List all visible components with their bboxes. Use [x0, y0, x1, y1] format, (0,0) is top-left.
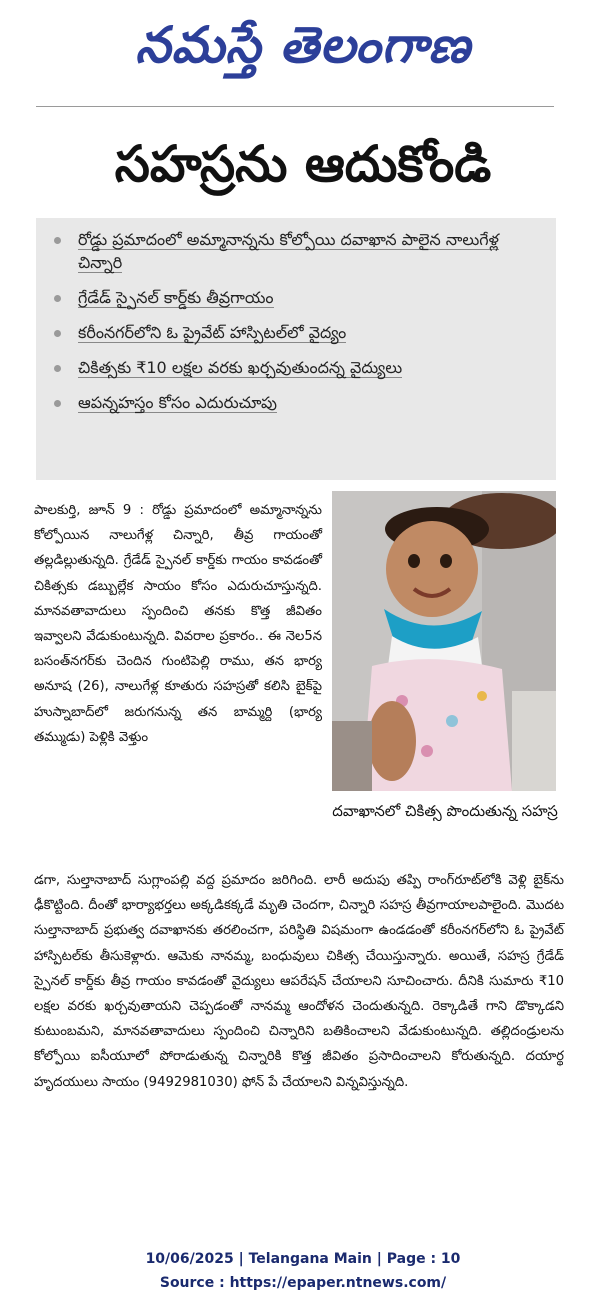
highlight-text: చికిత్సకు ₹10 లక్షల వరకు ఖర్చవుతుందన్న వైద్యులు	[78, 358, 403, 377]
footer-date-line: 10/06/2025 | Telangana Main | Page : 10	[145, 1251, 461, 1267]
photo-caption: దవాఖానలో చికిత్స పొందుతున్న సహస్ర	[332, 802, 558, 820]
highlight-point	[50, 321, 546, 344]
highlight-point	[50, 228, 546, 274]
child-photo	[332, 491, 556, 791]
page-footer	[0, 1247, 606, 1295]
highlight-text: కరీంనగర్‌లోని ఓ ప్రైవేట్ హాస్పిటల్‌లో వైద్యం	[78, 323, 347, 342]
footer-source-line: Source : https://epaper.ntnews.com/	[159, 1275, 447, 1291]
article-body-top: పాలకుర్తి, జూన్ 9 : రోడ్డు ప్రమాదంలో అమ్మానాన్నను కోల్పోయిన నాలుగేళ్ల చిన్నారి, తీవ్ర గాయంతో తల్లడిల్లుతున్నది. గ్రేడేడ్ స్పైనల్ కార్డ్‌కు గాయం కావడంతో చికిత్సకు డబ్బుల్లేక సాయం కోసం ఎదురుచూస్తున్నది. మానవతావాదులు స్పందించి తనకు కొత్త జీవితం ఇవ్వాలని వేడుకుంటున్నది. వివరాల ప్రకారం.. ఈ నెల5న బసంత్‌నగర్‌కు చెందిన గుంటిపెల్లి రాము, తన భార్య అనూష (26), నాలుగేళ్ల కూతురు సహస్రతో కలిసి బైక్‌పై హుస్నాబాద్‌లో జరుగనున్న తన బామ్మర్ది (భార్య తమ్ముడు) పెళ్లికి వెళ్తుం	[34, 503, 322, 745]
article-body-bottom: డగా, సుల్తానాబాద్ సుగ్లాంపల్లి వద్ద ప్రమాదం జరిగింది. లారీ అదుపు తప్పి రాంగ్‌రూట్‌లోకి వెళ్లి బైక్‌ను ఢీకొట్టింది. దీంతో భార్యాభర్తలు అక్కడికక్కడే మృతి చెందగా, చిన్నారి సహస్ర తీవ్రగాయాలపాలైంది. మొదట సుల్తానాబాద్ ప్రభుత్వ దవాఖానకు తరలించగా, పరిస్థితి విషమంగా ఉండడంతో కరీంనగర్‌లోని ఓ ప్రైవేట్ హాస్పిటల్‌కు తీసుకెళ్లారు. ఆమెకు నానమ్మ, బంధువులు చికిత్స చేయిస్తున్నారు. అయితే, సహస్ర గ్రేడేడ్ స్పైనల్ కార్డ్‌కు తీవ్ర గాయం కావడంతో వైద్యులు ఆపరేషన్ చేయాలని సూచించారు. దీనికి సుమారు ₹10 లక్షల వరకు ఖర్చవుతాయని చెప్పడంతో నానమ్మ ఆందోళన చెందుతున్నది. రెక్కాడితే గాని డొక్కాడని కుటుంబమని, మానవతావాదులు స్పందించి చిన్నారిని బతికించాలని వేడుకుంటున్నది. తల్లిదండ్రులను కోల్పోయి ఐసీయూలో పోరాడుతున్న చిన్నారికి కొత్త జీవితం ప్రసాదించాలని కోరుతున్నది. దయార్థ హృదయులు సాయం (9492981030) ఫోన్ పే చేయాలని విన్నవిస్తున్నది.	[34, 873, 564, 1090]
newspaper-masthead: నమస్తే తెలంగాణ	[135, 16, 471, 74]
bullet-icon	[54, 400, 61, 407]
highlight-text: గ్రేడేడ్ స్పైనల్ కార్డ్‌కు తీవ్రగాయం	[78, 288, 274, 307]
article-headline: సహస్రను ఆదుకోండి	[114, 135, 492, 193]
highlight-box	[36, 218, 556, 480]
highlight-point	[50, 286, 546, 309]
highlight-point	[50, 356, 546, 379]
bullet-icon	[54, 330, 61, 337]
bullet-icon	[54, 237, 61, 244]
bullet-icon	[54, 295, 61, 302]
highlight-point	[50, 391, 546, 414]
bullet-icon	[54, 365, 61, 372]
masthead-divider	[36, 106, 554, 107]
child-photo-illustration	[332, 491, 556, 791]
highlight-text: ఆపన్నహస్తం కోసం ఎదురుచూపు	[78, 393, 277, 412]
highlight-text: రోడ్డు ప్రమాదంలో అమ్మానాన్నను కోల్పోయి దవాఖాన పాలైన నాలుగేళ్ల చిన్నారి	[78, 230, 499, 272]
